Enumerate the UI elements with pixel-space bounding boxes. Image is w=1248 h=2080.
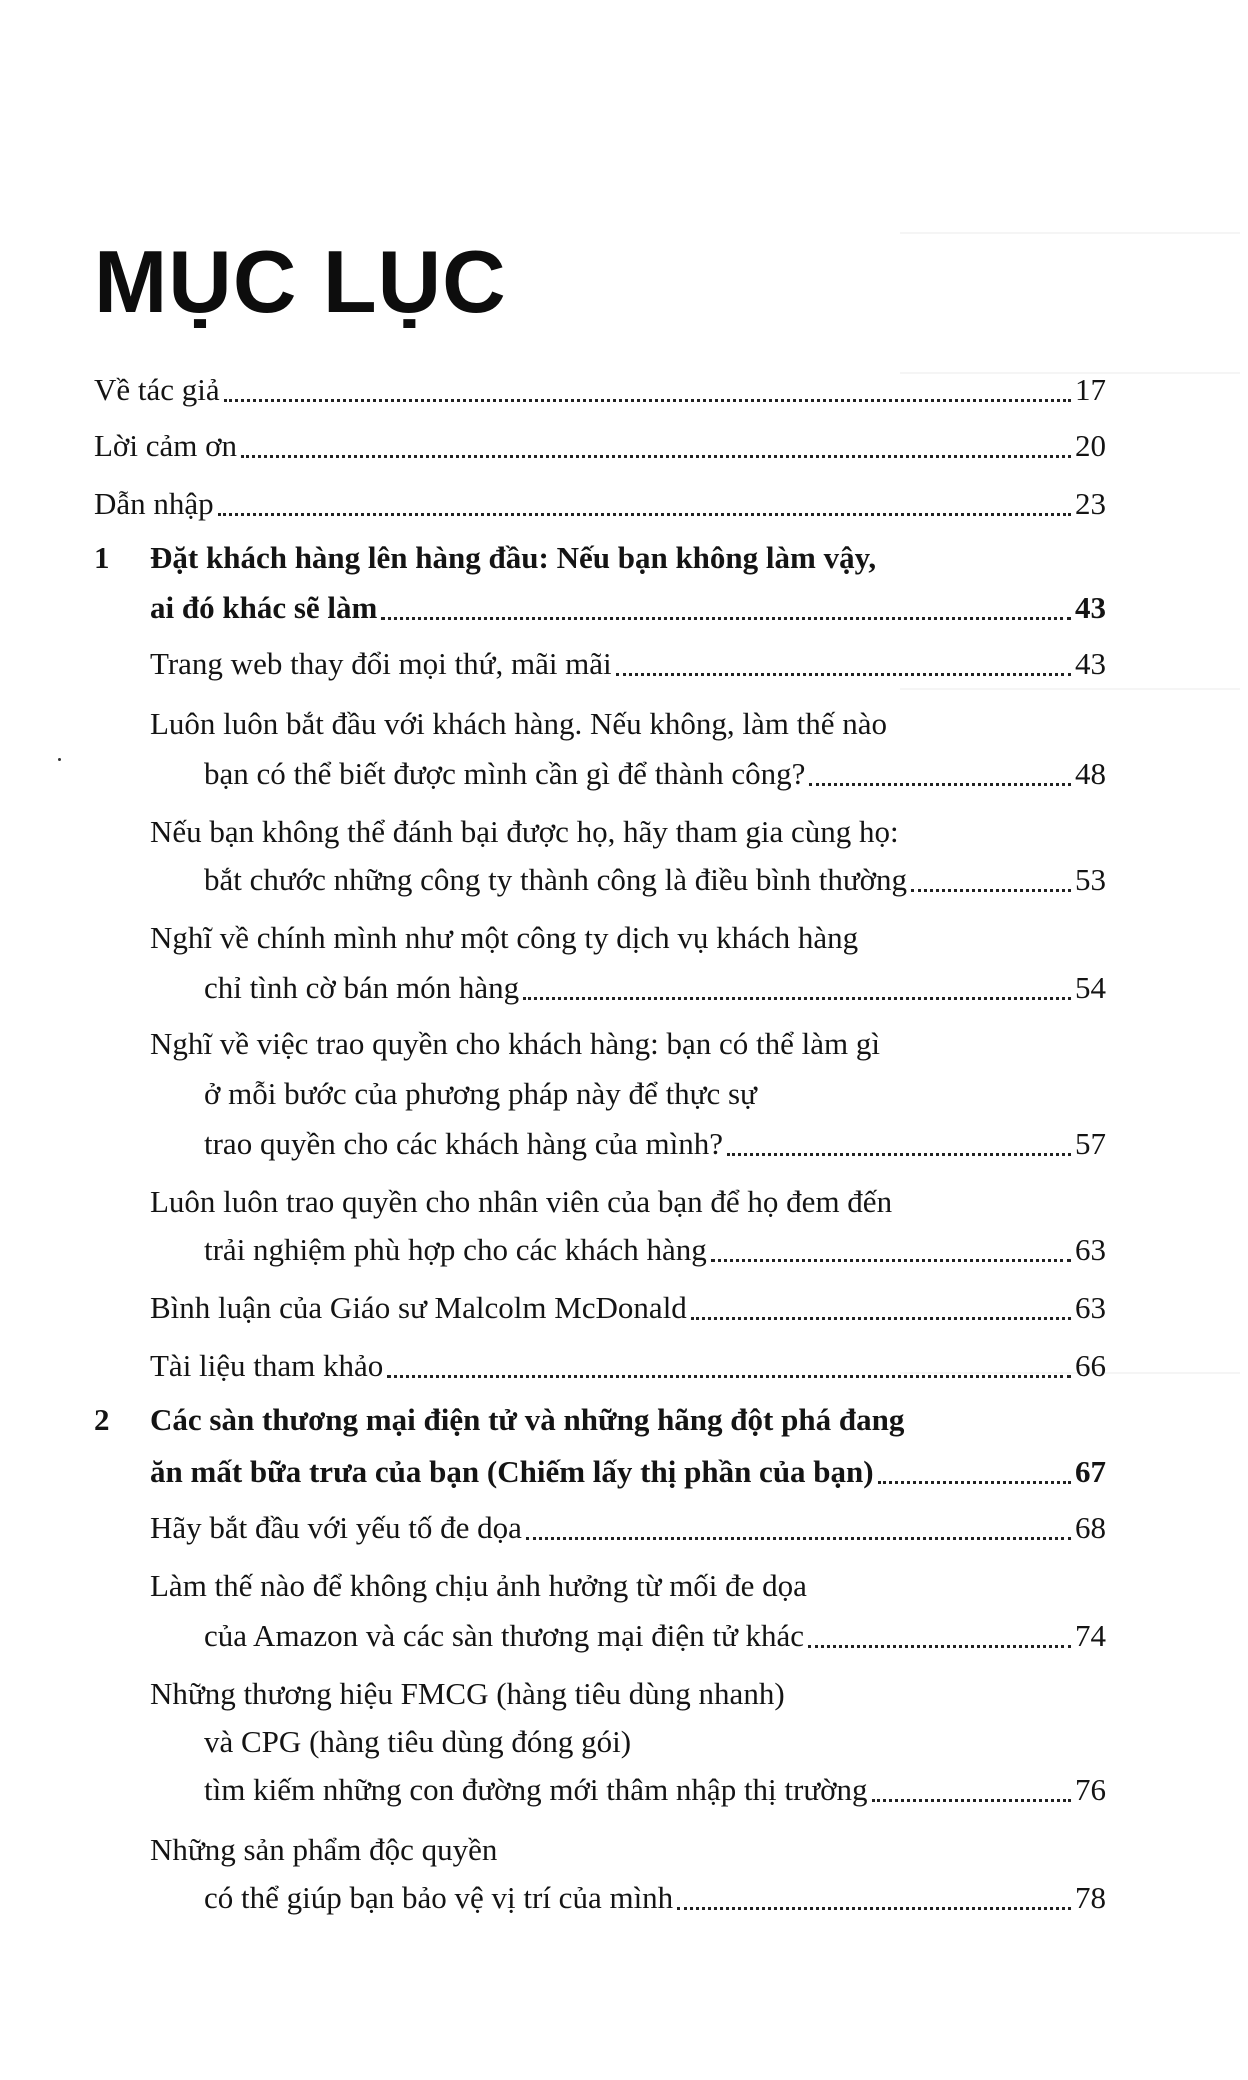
toc-entry-title: bạn có thể biết được mình cần gì để thành công? — [204, 756, 806, 791]
toc-page-number: 54 — [1075, 970, 1106, 1005]
toc-entry[interactable] — [204, 1766, 1106, 1810]
toc-entry[interactable] — [204, 1120, 1106, 1164]
toc-page-number: 63 — [1075, 1232, 1106, 1267]
toc-entry-title: Dẫn nhập — [94, 486, 214, 521]
toc-entry-title: Trang web thay đổi mọi thứ, mãi mãi — [150, 646, 612, 681]
toc-entry-title: có thể giúp bạn bảo vệ vị trí của mình — [204, 1880, 674, 1915]
toc-entry-title: Lời cảm ơn — [94, 428, 237, 463]
toc-entry-title: ở mỗi bước của phương pháp này để thực sự — [204, 1076, 757, 1111]
dot-leader — [691, 1317, 1071, 1320]
toc-entry-title: trao quyền cho các khách hàng của mình? — [204, 1126, 724, 1161]
toc-entry-title: Luôn luôn bắt đầu với khách hàng. Nếu không, làm thế nào — [150, 706, 887, 741]
dot-leader — [526, 1537, 1071, 1540]
dot-leader — [523, 997, 1071, 1000]
toc-entry-title: Những thương hiệu FMCG (hàng tiêu dùng nhanh) — [150, 1676, 785, 1711]
toc-entry[interactable] — [150, 1504, 1106, 1548]
chapter-number: 1 — [94, 540, 110, 575]
toc-page-number: 48 — [1075, 756, 1106, 791]
toc-page-number: 57 — [1075, 1126, 1106, 1161]
dot-leader — [808, 1645, 1071, 1648]
toc-entry[interactable] — [204, 856, 1106, 900]
toc-entry-title: Nghĩ về chính mình như một công ty dịch vụ khách hàng — [150, 920, 859, 955]
toc-entry-title: Bình luận của Giáo sư Malcolm McDonald — [150, 1290, 687, 1325]
toc-page-number: 53 — [1075, 862, 1106, 897]
toc-page-number: 17 — [1075, 372, 1106, 407]
toc-page-number: 67 — [1075, 1454, 1106, 1489]
dot-leader — [809, 783, 1071, 786]
toc-entry[interactable] — [94, 366, 1106, 410]
toc-entry[interactable] — [150, 1342, 1106, 1386]
toc-entry-line[interactable] — [150, 808, 1110, 852]
dot-leader — [381, 617, 1071, 620]
toc-entry-line[interactable] — [150, 1826, 1110, 1870]
toc-page-number: 66 — [1075, 1348, 1106, 1383]
toc-page-number: 43 — [1075, 646, 1106, 681]
toc-entry[interactable] — [150, 640, 1106, 684]
toc-entry-title: Những sản phẩm độc quyền — [150, 1832, 498, 1867]
toc-entry-title: tìm kiếm những con đường mới thâm nhập thị trường — [204, 1772, 868, 1807]
toc-entry-title: Nghĩ về việc trao quyền cho khách hàng: bạn có thể làm gì — [150, 1026, 880, 1061]
toc-entry[interactable] — [204, 750, 1106, 794]
toc-entry-line[interactable] — [204, 1718, 1110, 1762]
toc-entry[interactable] — [94, 480, 1106, 524]
dot-leader — [711, 1259, 1071, 1262]
page-title: MỤC LỤC — [94, 232, 507, 331]
toc-entry-title: Luôn luôn trao quyền cho nhân viên của bạn để họ đem đến — [150, 1184, 893, 1219]
toc-entry[interactable] — [94, 422, 1106, 466]
toc-entry[interactable] — [204, 964, 1106, 1008]
toc-page-number: 78 — [1075, 1880, 1106, 1915]
toc-entry-line[interactable] — [150, 700, 1110, 744]
chapter-title-line[interactable] — [150, 534, 1110, 578]
toc-entry[interactable] — [150, 584, 1106, 628]
chapter-title-text: Các sàn thương mại điện tử và những hãng đột phá đang — [150, 1402, 905, 1437]
dot-leader — [677, 1907, 1071, 1910]
toc-page-number: 76 — [1075, 1772, 1106, 1807]
toc-entry-line[interactable] — [150, 1670, 1110, 1714]
toc-entry-title: ai đó khác sẽ làm — [150, 590, 378, 625]
dot-leader — [911, 889, 1071, 892]
dot-leader — [387, 1375, 1071, 1378]
dot-leader — [872, 1799, 1071, 1802]
toc-entry[interactable] — [204, 1226, 1106, 1270]
toc-entry-title: Về tác giả — [94, 372, 220, 407]
toc-page-number: 43 — [1075, 590, 1106, 625]
toc-entry-title: trải nghiệm phù hợp cho các khách hàng — [204, 1232, 707, 1267]
toc-entry-title: chỉ tình cờ bán món hàng — [204, 970, 520, 1005]
toc-page-number: 68 — [1075, 1510, 1106, 1545]
toc-page-number: 74 — [1075, 1618, 1106, 1653]
toc-entry[interactable] — [150, 1284, 1106, 1328]
dot-leader — [218, 513, 1071, 516]
toc-entry-title: và CPG (hàng tiêu dùng đóng gói) — [204, 1724, 632, 1759]
toc-entry-title: Hãy bắt đầu với yếu tố đe dọa — [150, 1510, 522, 1545]
toc-entry[interactable] — [150, 1448, 1106, 1492]
dot-leader — [616, 673, 1071, 676]
toc-page-number: 23 — [1075, 486, 1106, 521]
dot-leader — [241, 455, 1071, 458]
toc-entry[interactable] — [204, 1874, 1106, 1918]
toc-entry[interactable] — [204, 1612, 1106, 1656]
chapter-title-line[interactable] — [150, 1396, 1110, 1440]
toc-page-number: 20 — [1075, 428, 1106, 463]
toc-entry-title: Tài liệu tham khảo — [150, 1348, 384, 1383]
toc-entry-line[interactable] — [204, 1070, 1110, 1114]
dot-leader — [727, 1153, 1071, 1156]
toc-entry-title: bắt chước những công ty thành công là điều bình thường — [204, 862, 908, 897]
toc-page-number: 63 — [1075, 1290, 1106, 1325]
toc-entry-title: Làm thế nào để không chịu ảnh hưởng từ mối đe dọa — [150, 1568, 807, 1603]
toc-entry-line[interactable] — [150, 914, 1110, 958]
toc-entry-line[interactable] — [150, 1020, 1110, 1064]
toc-entry-title: của Amazon và các sàn thương mại điện tử khác — [204, 1618, 805, 1653]
chapter-title-text: Đặt khách hàng lên hàng đầu: Nếu bạn không làm vậy, — [150, 540, 877, 575]
chapter-number: 2 — [94, 1402, 110, 1437]
dot-leader — [224, 399, 1071, 402]
toc-entry-line[interactable] — [150, 1562, 1110, 1606]
toc-entry-title: ăn mất bữa trưa của bạn (Chiếm lấy thị phần của bạn) — [150, 1454, 874, 1489]
dot-leader — [878, 1481, 1071, 1484]
toc-entry-title: Nếu bạn không thể đánh bại được họ, hãy tham gia cùng họ: — [150, 814, 899, 849]
toc-entry-line[interactable] — [150, 1178, 1110, 1222]
